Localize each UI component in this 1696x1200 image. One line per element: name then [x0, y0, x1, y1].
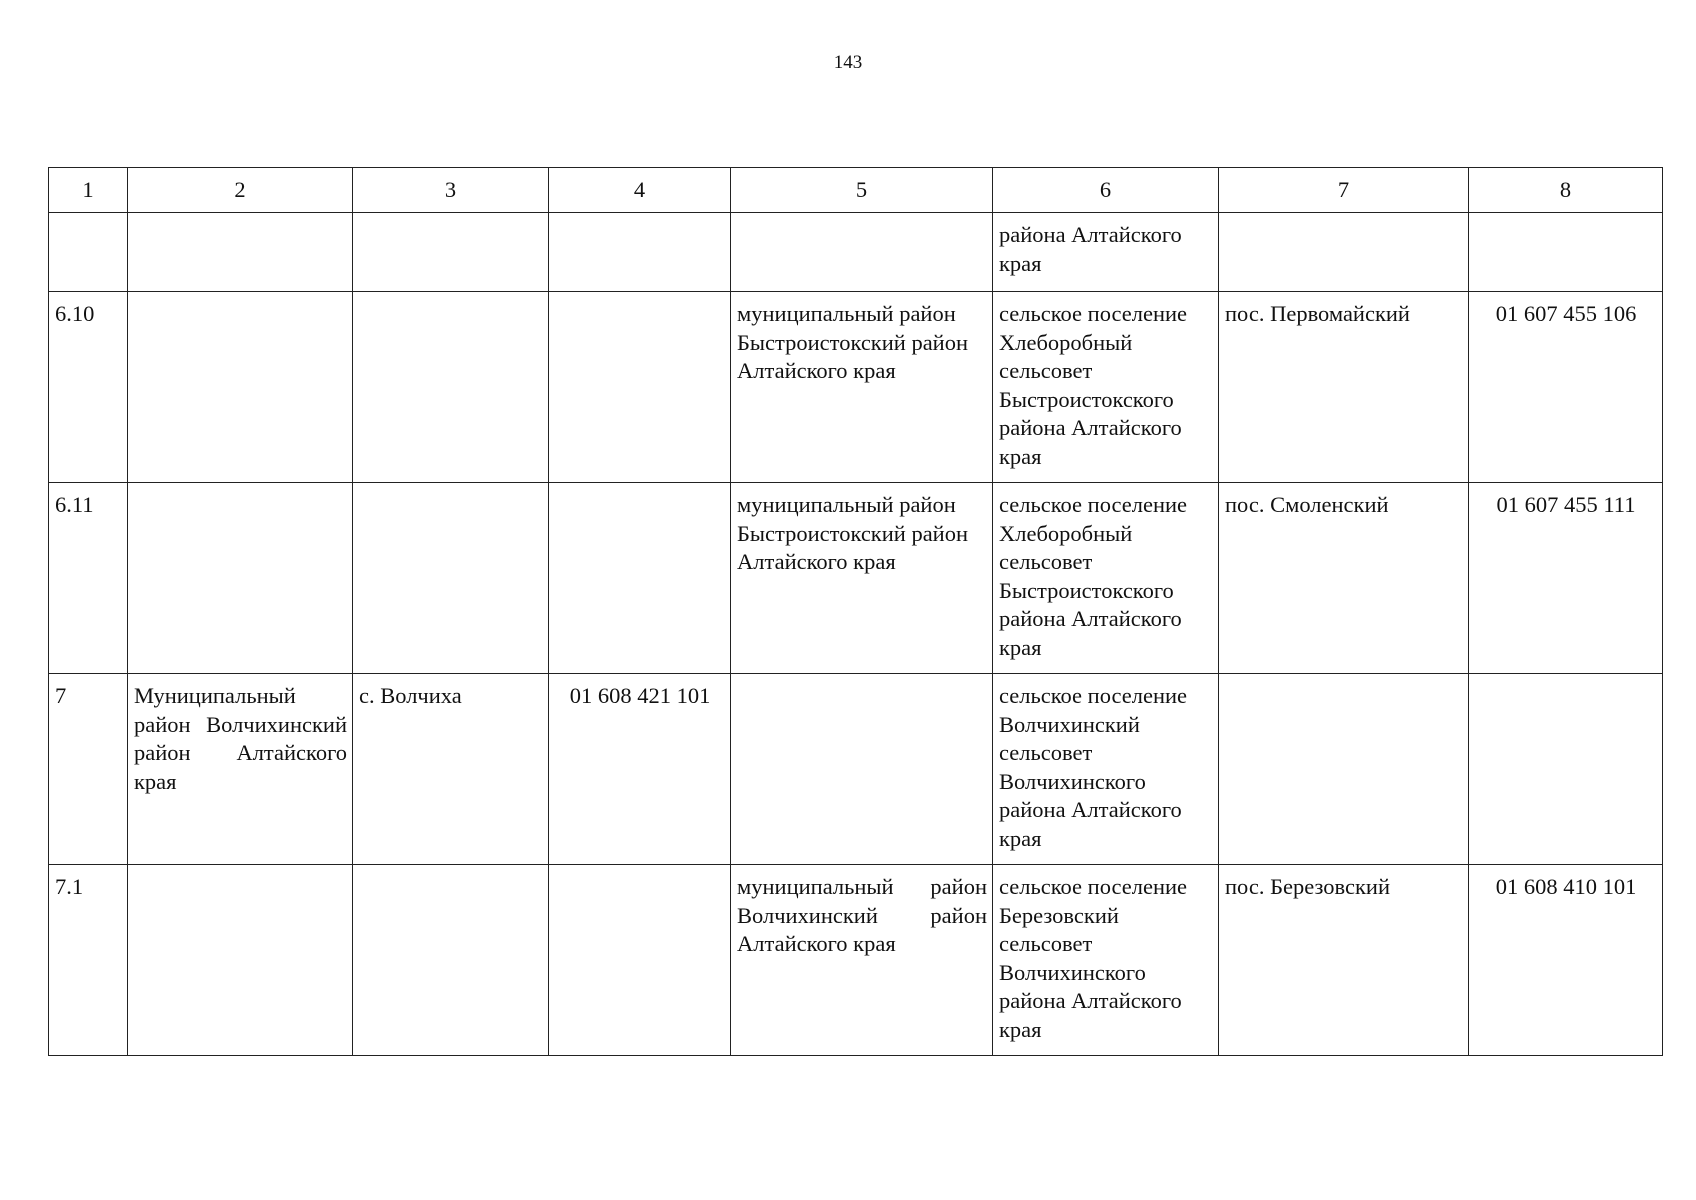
table-cell: сельское поселение Хлеборобный сельсовет Быстроистокского района Алтайского края: [993, 292, 1219, 483]
table-cell: [549, 865, 731, 1056]
table-cell: [128, 292, 353, 483]
table-row: [49, 213, 1663, 292]
table-row: [49, 483, 1663, 674]
table-cell: [353, 483, 549, 674]
table-cell: [353, 213, 549, 292]
table-cell: [49, 213, 128, 292]
page-number: 143: [833, 52, 863, 73]
table-cell: пос. Смоленский: [1219, 483, 1469, 674]
table-cell: муниципальный район Быстроистокский район Алтайского края: [731, 292, 993, 483]
column-header: 4: [549, 168, 731, 213]
table-cell: 01 608 421 101: [549, 674, 731, 865]
table-cell: [1469, 674, 1663, 865]
table-cell: пос. Первомайский: [1219, 292, 1469, 483]
table-cell: 7.1: [49, 865, 128, 1056]
table-cell: [549, 483, 731, 674]
column-header: 2: [128, 168, 353, 213]
table-cell: муниципальный район Быстроистокский район Алтайского края: [731, 483, 993, 674]
table-cell: [353, 865, 549, 1056]
table-cell: [128, 213, 353, 292]
table-header-row: [49, 168, 1663, 213]
table-cell: [1469, 213, 1663, 292]
table-cell: [353, 292, 549, 483]
table-cell: [731, 213, 993, 292]
column-header: 5: [731, 168, 993, 213]
table-cell: муниципальный район Волчихинский район Алтайского края: [731, 865, 993, 1056]
table-cell: пос. Березовский: [1219, 865, 1469, 1056]
column-header: 8: [1469, 168, 1663, 213]
table-cell: [128, 865, 353, 1056]
table-cell: сельское поселение Волчихинский сельсовет Волчихинского района Алтайского края: [993, 674, 1219, 865]
table-cell: 01 608 410 101: [1469, 865, 1663, 1056]
table-cell: [128, 483, 353, 674]
column-header: 7: [1219, 168, 1469, 213]
table-row: [49, 292, 1663, 483]
table-cell: [731, 674, 993, 865]
table-cell: района Алтайского края: [993, 213, 1219, 292]
table-cell: с. Волчиха: [353, 674, 549, 865]
settlements-table: [48, 167, 1663, 1056]
table-row: [49, 865, 1663, 1056]
table-cell: сельское поселение Березовский сельсовет Волчихинского района Алтайского края: [993, 865, 1219, 1056]
table-cell: 6.10: [49, 292, 128, 483]
table-row: [49, 674, 1663, 865]
column-header: 6: [993, 168, 1219, 213]
table-cell: [549, 213, 731, 292]
table-cell: [1219, 674, 1469, 865]
table-cell: Муниципальный район Волчихинский район Алтайского края: [128, 674, 353, 865]
column-header: 3: [353, 168, 549, 213]
table-cell: [549, 292, 731, 483]
table-cell: [1219, 213, 1469, 292]
table-cell: 01 607 455 111: [1469, 483, 1663, 674]
table-cell: 01 607 455 106: [1469, 292, 1663, 483]
table-cell: 7: [49, 674, 128, 865]
table-cell: сельское поселение Хлеборобный сельсовет Быстроистокского района Алтайского края: [993, 483, 1219, 674]
table-cell: 6.11: [49, 483, 128, 674]
column-header: 1: [49, 168, 128, 213]
